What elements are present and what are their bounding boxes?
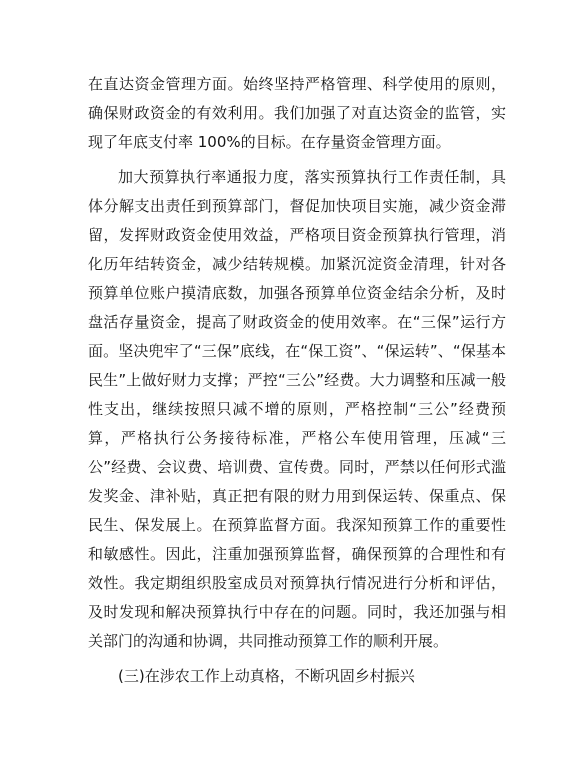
paragraph-2: 加大预算执行率通报力度，落实预算执行工作责任制，具体分解支出责任到预算部门，督促加快项目实施，减少资金滞留，发挥财政资金使用效益，严格项目资金预算执行管理，消化历年结转资金，减少结转规模。加紧沉淀资金清理，针对各预算单位账户摸清底数，加强各预算单位资金结余分析，及时盘活存量资金，提高了财政资金的使用效率。在“三保”运行方面。坚决兜牢了“三保”底线，在“保工资”、“保运转”、“保基本民生”上做好财力支撑；严控“三公”经费。大力调整和压减一般性支出，继续按照只减不增的原则，严格控制“三公”经费预算，严格执行公务接待标准，严格公车使用管理，压减“三公”经费、会议费、培训费、宣传费。同时，严禁以任何形式滥发奖金、津补贴，真正把有限的财力用到保运转、保重点、保民生、保发展上。在预算监督方面。我深知预算工作的重要性和敏感性。因此，注重加强预算监督，确保预算的合理性和有效性。我定期组织股室成员对预算执行情况进行分析和评估，及时发现和解决预算执行中存在的问题。同时，我还加强与相关部门的沟通和协调，共同推动预算工作的顺利开展。 (88, 168, 506, 650)
section-heading: (三)在涉农工作上动真格，不断巩固乡村振兴 (118, 667, 415, 685)
paragraph-1: 在直达资金管理方面。始终坚持严格管理、科学使用的原则，确保财政资金的有效利用。我们加强了对直达资金的监管，实现了年底支付率 100%的目标。在存量资金管理方面。 (88, 75, 506, 151)
document-body (88, 70, 506, 691)
